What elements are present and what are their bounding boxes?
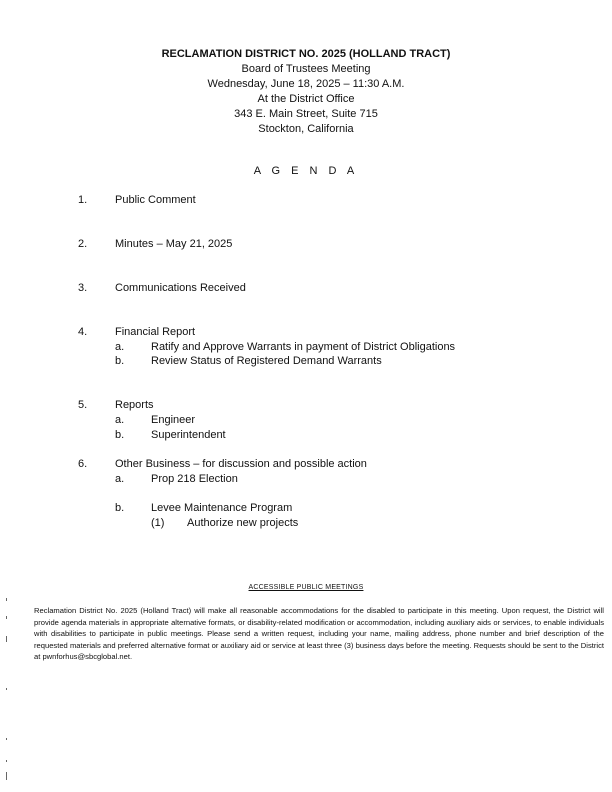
item-number: 5. (78, 399, 88, 411)
sub-item-letter: b. (115, 429, 125, 441)
notice-title: ACCESSIBLE PUBLIC MEETINGS (248, 584, 364, 591)
sub-item-letter: a. (115, 414, 125, 426)
sub-item-letter: b. (115, 502, 125, 514)
meeting-name: Board of Trustees Meeting (241, 63, 371, 75)
item-financial-report: Financial Report (115, 326, 196, 338)
item-other-business: Other Business – for discussion and possible action (115, 458, 367, 470)
notice-body: Reclamation District No. 2025 (Holland Tract) will make all reasonable accommodations for the disabled to participate in this meeting. Upon request, the District will provide agenda materials in appropriate alternative formats, or disability-related modification or accommodation, including auxiliary aids or services, to enable individuals with disabilities to participate in public meetings. Please send a written request, including your name, mailing address, phone number and brief description of the requested materials and preferred alternative format or auxiliary aid or service at least three (3) business days before the meeting. Requests should be sent to the District at pwnforhus@sbcglobal.net. (34, 606, 604, 662)
sub-item-warrants: Ratify and Approve Warrants in payment of District Obligations (151, 341, 456, 353)
item-reports: Reports (115, 399, 154, 411)
sub-item-superintendent: Superintendent (151, 429, 226, 441)
sub-item-letter: b. (115, 355, 125, 367)
scan-mark (6, 616, 7, 619)
meeting-city: Stockton, California (258, 123, 354, 135)
scan-mark (6, 598, 7, 601)
sub-item-prop-218: Prop 218 Election (151, 473, 238, 485)
meeting-address: 343 E. Main Street, Suite 715 (234, 108, 378, 120)
sub-item-demand-warrants: Review Status of Registered Demand Warrants (151, 355, 382, 367)
district-name: RECLAMATION DISTRICT NO. 2025 (HOLLAND TRACT) (161, 48, 451, 60)
item-number: 3. (78, 282, 88, 294)
item-minutes: Minutes – May 21, 2025 (115, 238, 233, 250)
sub-item-letter: a. (115, 473, 125, 485)
meeting-location: At the District Office (257, 93, 355, 105)
item-communications: Communications Received (115, 282, 246, 294)
scan-mark (6, 738, 7, 740)
scan-mark (6, 760, 7, 762)
meeting-datetime: Wednesday, June 18, 2025 – 11:30 A.M. (207, 78, 405, 90)
scan-mark (6, 772, 7, 780)
item-number: 4. (78, 326, 88, 338)
item-number: 2. (78, 238, 88, 250)
sub-item-levee-program: Levee Maintenance Program (151, 502, 293, 514)
item-number: 1. (78, 194, 88, 206)
sub-item-letter: a. (115, 341, 125, 353)
scan-mark (6, 688, 7, 690)
sub-item-engineer: Engineer (151, 414, 196, 426)
agenda-title: A G E N D A (253, 165, 359, 177)
scan-mark (6, 636, 7, 642)
sub-sub-item-authorize: Authorize new projects (187, 517, 299, 529)
item-public-comment: Public Comment (115, 194, 196, 206)
agenda-header (0, 47, 612, 137)
sub-sub-item-number: (1) (151, 517, 165, 529)
item-number: 6. (78, 458, 88, 470)
